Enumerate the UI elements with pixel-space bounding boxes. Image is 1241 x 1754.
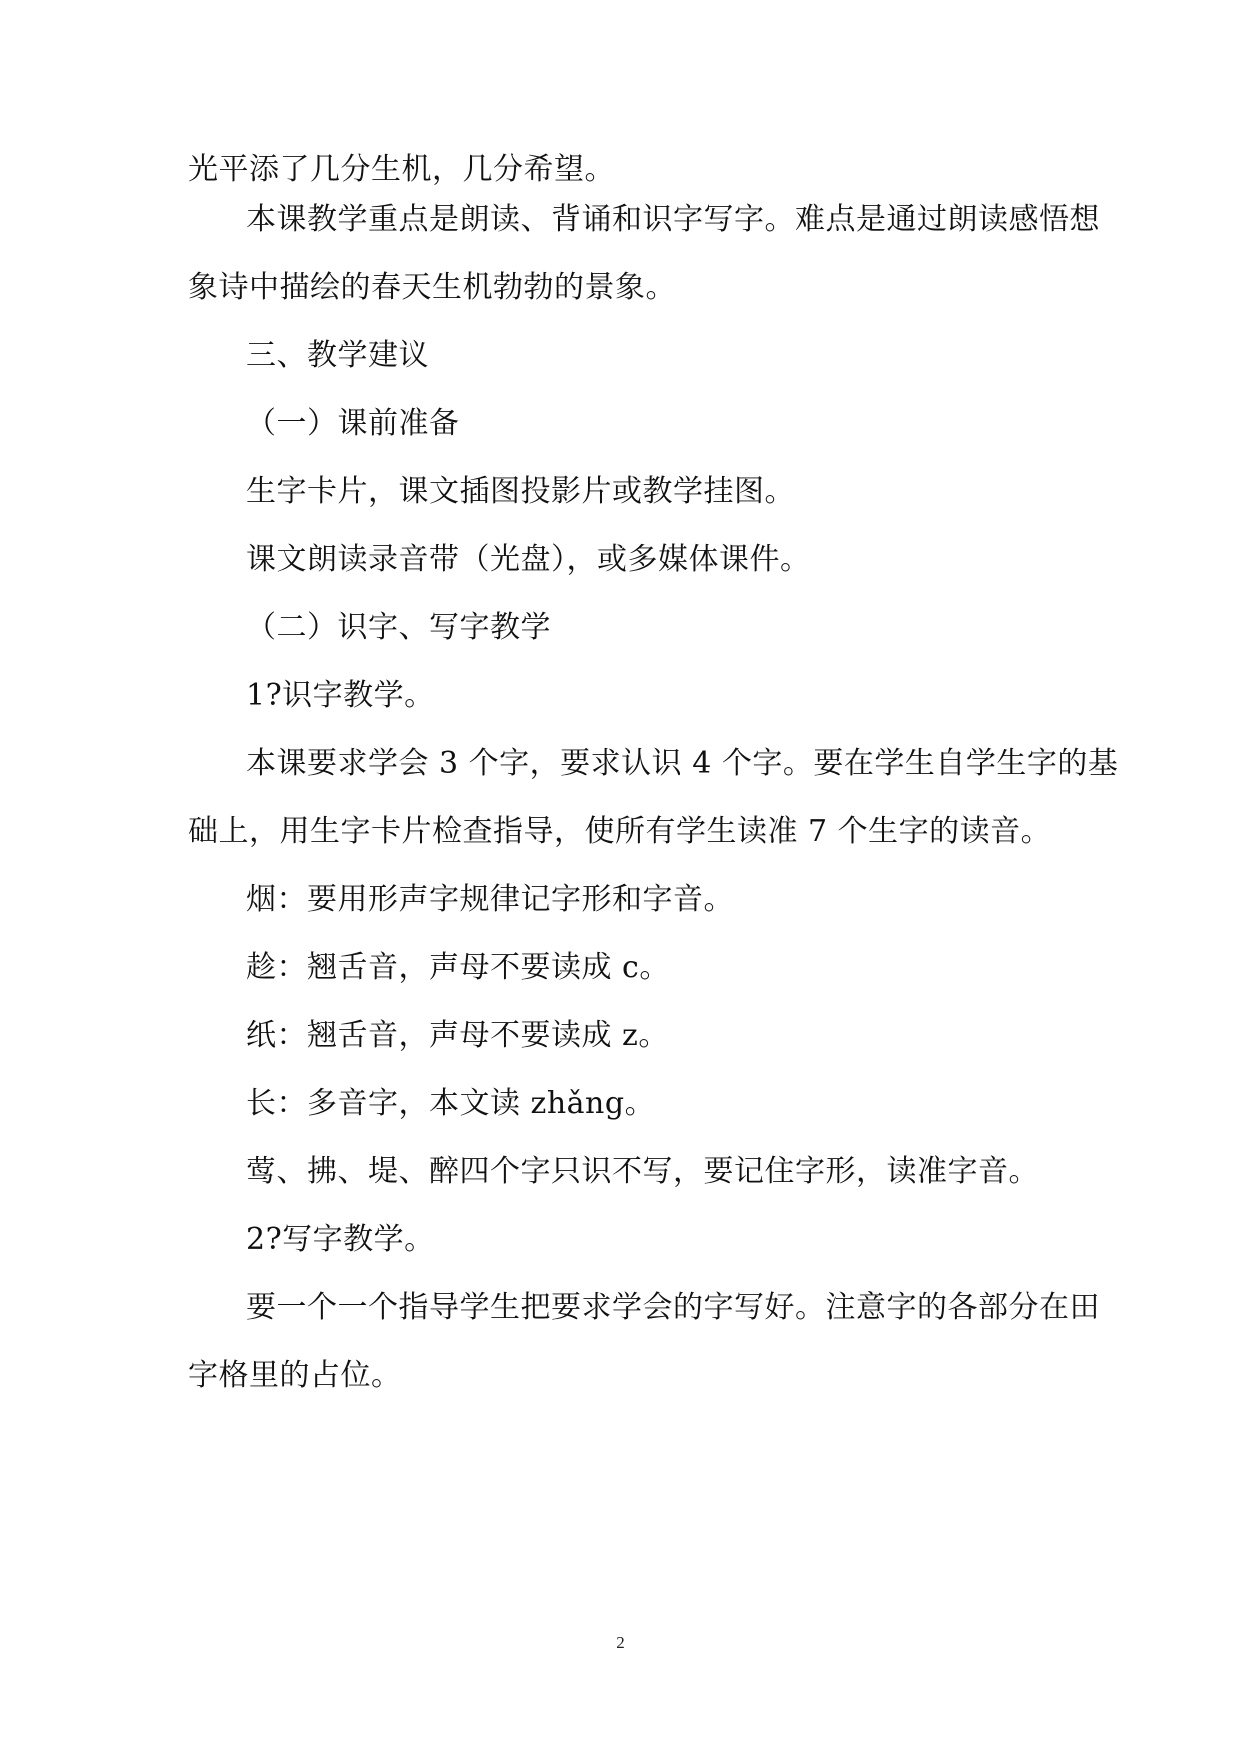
paragraph-materials-2: 课文朗读录音带（光盘），或多媒体课件。: [246, 542, 811, 577]
character-note-yan: 烟：要用形声字规律记字形和字音。: [246, 882, 734, 917]
character-note-zhang: 长：多音字，本文读 zhǎng。: [246, 1086, 656, 1121]
paragraph-teaching-focus-cont: 象诗中描绘的春天生机勃勃的景象。: [188, 270, 676, 305]
subheading-preparation: （一）课前准备: [246, 406, 460, 441]
paragraph-character-requirements-cont: 础上，用生字卡片检查指导，使所有学生读准 7 个生字的读音。: [188, 814, 1052, 849]
paragraph-teaching-focus: 本课教学重点是朗读、背诵和识字写字。难点是通过朗读感悟想: [246, 202, 1100, 237]
section-heading-teaching-suggestions: 三、教学建议: [246, 338, 429, 373]
page-number: 2: [616, 1633, 625, 1652]
paragraph-writing-guidance-cont: 字格里的占位。: [188, 1358, 402, 1393]
item-writing-teaching: 2?写字教学。: [246, 1222, 435, 1257]
paragraph-materials-1: 生字卡片，课文插图投影片或教学挂图。: [246, 474, 795, 509]
character-note-zhi: 纸：翘舌音，声母不要读成 z。: [246, 1018, 669, 1053]
paragraph-character-requirements: 本课要求学会 3 个字，要求认识 4 个字。要在学生自学生字的基: [246, 746, 1119, 781]
paragraph-writing-guidance: 要一个一个指导学生把要求学会的字写好。注意字的各部分在田: [246, 1290, 1100, 1325]
subheading-literacy-writing: （二）识字、写字教学: [246, 610, 551, 645]
character-note-chen: 趁：翘舌音，声母不要读成 c。: [246, 950, 670, 985]
paragraph-recognize-only: 莺、拂、堤、醉四个字只识不写，要记住字形，读准字音。: [246, 1154, 1039, 1189]
paragraph-continuation: 光平添了几分生机，几分希望。: [188, 152, 615, 187]
item-literacy-teaching: 1?识字教学。: [246, 678, 435, 713]
